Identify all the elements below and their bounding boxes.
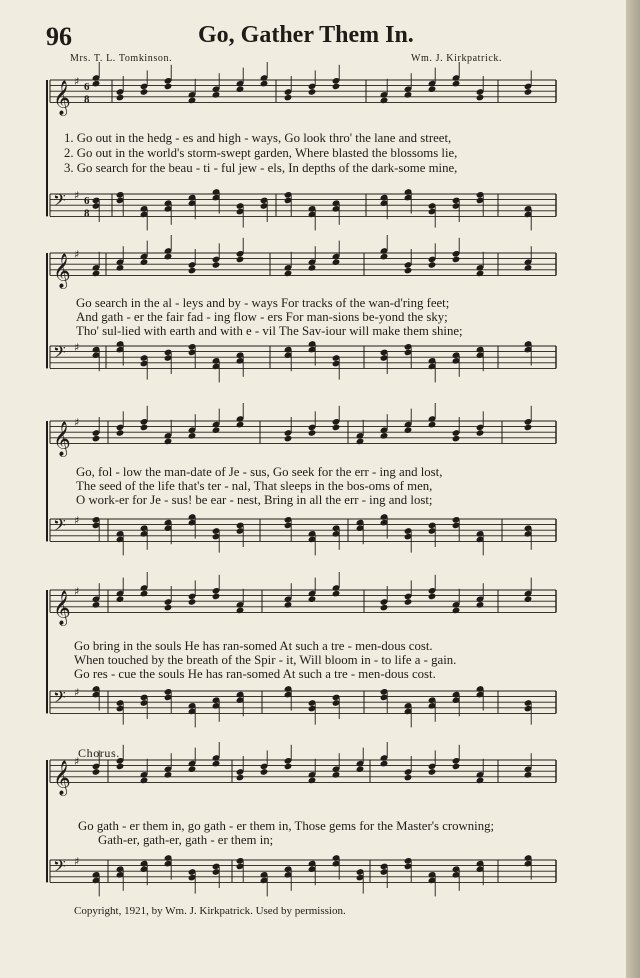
lyric-line: O work-er for Je - sus! be ear - nest, Bring in all the err - ing and lost; bbox=[76, 493, 433, 507]
note-head bbox=[428, 593, 437, 601]
note-head bbox=[188, 598, 197, 606]
hymn-title: Go, Gather Them In. bbox=[198, 22, 414, 48]
note-head bbox=[428, 261, 437, 269]
note-head bbox=[404, 267, 413, 275]
note-head bbox=[188, 267, 197, 275]
note-head bbox=[236, 774, 245, 782]
note-head bbox=[380, 97, 389, 105]
treble-clef-icon: 𝄞 bbox=[53, 80, 71, 116]
lyric-line: Go bring in the souls He has ran-somed At such a tre - men-dous cost. bbox=[74, 639, 433, 653]
note-head bbox=[404, 91, 413, 99]
note-head bbox=[452, 256, 461, 264]
note-head bbox=[332, 258, 341, 266]
key-signature-sharp-icon: ♯ bbox=[74, 855, 80, 868]
note-head bbox=[92, 768, 101, 776]
copyright-notice: Copyright, 1921, by Wm. J. Kirkpatrick. Used by permission. bbox=[74, 905, 346, 917]
note-head bbox=[164, 83, 173, 91]
lyric-line: And gath - er the fair fad - ing flow - ers For man-sions be-yond the sky; bbox=[76, 310, 448, 324]
note-head bbox=[140, 424, 149, 432]
note-head bbox=[212, 91, 221, 99]
note-head bbox=[140, 590, 149, 598]
note-head bbox=[212, 760, 221, 768]
treble-clef-icon: 𝄞 bbox=[53, 421, 71, 457]
note-head bbox=[476, 270, 485, 278]
note-head bbox=[188, 432, 197, 440]
note-head bbox=[404, 774, 413, 782]
note-head bbox=[236, 607, 245, 615]
key-signature-sharp-icon: ♯ bbox=[74, 686, 80, 699]
note-head bbox=[428, 85, 437, 93]
note-head bbox=[92, 80, 101, 88]
lyricist-credit: Mrs. T. L. Tomkinson. bbox=[70, 53, 173, 64]
note-head bbox=[284, 601, 293, 609]
note-head bbox=[260, 80, 269, 88]
note-head bbox=[116, 94, 125, 102]
note-head bbox=[428, 768, 437, 776]
note-head bbox=[116, 763, 125, 771]
note-head bbox=[524, 771, 533, 779]
lyric-line: Go gath - er them in, go gath - er them in, Those gems for the Master's crowning; bbox=[78, 819, 495, 833]
note-head bbox=[524, 88, 533, 96]
note-head bbox=[452, 435, 461, 443]
treble-clef-icon: 𝄞 bbox=[53, 253, 71, 289]
note-head bbox=[164, 771, 173, 779]
note-head bbox=[356, 438, 365, 446]
note-head bbox=[332, 590, 341, 598]
note-head bbox=[380, 760, 389, 768]
note-head bbox=[284, 763, 293, 771]
key-signature-sharp-icon: ♯ bbox=[74, 189, 80, 202]
note-head bbox=[428, 421, 437, 429]
note-head bbox=[452, 80, 461, 88]
lyric-line: Gath-er, gath-er, gath - er them in; bbox=[98, 833, 274, 847]
note-head bbox=[284, 270, 293, 278]
note-head bbox=[308, 88, 317, 96]
time-signature: 6 bbox=[84, 195, 90, 208]
lyric-line: Tho' sul-lied with earth and with e - vil The Sav-iour will make them shine; bbox=[76, 324, 463, 338]
note-head bbox=[92, 270, 101, 278]
note-head bbox=[140, 88, 149, 96]
lyric-line: 2. Go out in the world's storm-swept garden, Where blasted the blossoms lie, bbox=[64, 146, 458, 160]
note-head bbox=[236, 85, 245, 93]
note-head bbox=[116, 595, 125, 603]
note-head bbox=[380, 253, 389, 261]
note-head bbox=[332, 424, 341, 432]
note-head bbox=[284, 94, 293, 102]
note-head bbox=[92, 435, 101, 443]
note-head bbox=[212, 593, 221, 601]
note-head bbox=[260, 768, 269, 776]
treble-clef-icon: 𝄞 bbox=[53, 760, 71, 796]
note-head bbox=[140, 777, 149, 785]
lyric-line: 1. Go out in the hedg - es and high - ways, Go look thro' the lane and street, bbox=[64, 131, 452, 145]
note-head bbox=[380, 432, 389, 440]
note-head bbox=[212, 261, 221, 269]
note-head bbox=[524, 595, 533, 603]
note-head bbox=[308, 777, 317, 785]
note-head bbox=[92, 601, 101, 609]
composer-credit: Wm. J. Kirkpatrick. bbox=[411, 53, 503, 64]
hymn-number: 96 bbox=[46, 22, 72, 51]
bass-clef-icon: 𝄢 bbox=[53, 342, 66, 367]
time-signature: 8 bbox=[84, 93, 90, 106]
bass-clef-icon: 𝄢 bbox=[53, 515, 66, 540]
lyric-line: The seed of the life that's ter - nal, That sleeps in the bos-oms of men, bbox=[76, 479, 433, 493]
key-signature-sharp-icon: ♯ bbox=[74, 755, 80, 768]
key-signature-sharp-icon: ♯ bbox=[74, 75, 80, 88]
note-head bbox=[332, 83, 341, 91]
note-head bbox=[236, 421, 245, 429]
lyric-line: When touched by the breath of the Spir - it, Will bloom in - to life a - gain. bbox=[74, 653, 457, 667]
note-head bbox=[476, 777, 485, 785]
bass-clef-icon: 𝄢 bbox=[53, 190, 66, 215]
note-head bbox=[116, 264, 125, 272]
note-head bbox=[524, 424, 533, 432]
note-head bbox=[476, 429, 485, 437]
note-head bbox=[164, 438, 173, 446]
lyric-line: Go res - cue the souls He has ran-somed At such a tre - men-dous cost. bbox=[74, 667, 436, 681]
note-head bbox=[404, 426, 413, 434]
key-signature-sharp-icon: ♯ bbox=[74, 341, 80, 354]
note-head bbox=[404, 598, 413, 606]
time-signature: 8 bbox=[84, 207, 90, 220]
key-signature-sharp-icon: ♯ bbox=[74, 514, 80, 527]
note-head bbox=[308, 429, 317, 437]
treble-clef-icon: 𝄞 bbox=[53, 590, 71, 626]
lyric-line: 3. Go search for the beau - ti - ful jew - els, In depths of the dark-some mine, bbox=[64, 161, 458, 175]
key-signature-sharp-icon: ♯ bbox=[74, 585, 80, 598]
bass-clef-icon: 𝄢 bbox=[53, 687, 66, 712]
chorus-label: Chorus. bbox=[78, 746, 120, 760]
note-head bbox=[116, 429, 125, 437]
note-head bbox=[452, 763, 461, 771]
note-head bbox=[140, 258, 149, 266]
note-head bbox=[524, 264, 533, 272]
lyric-line: Go search in the al - leys and by - ways For tracks of the wan-d'ring feet; bbox=[76, 296, 450, 310]
note-head bbox=[164, 604, 173, 612]
key-signature-sharp-icon: ♯ bbox=[74, 416, 80, 429]
note-head bbox=[236, 256, 245, 264]
note-head bbox=[308, 595, 317, 603]
note-head bbox=[284, 435, 293, 443]
note-head bbox=[164, 253, 173, 261]
note-head bbox=[476, 601, 485, 609]
note-head bbox=[308, 264, 317, 272]
note-head bbox=[356, 765, 365, 773]
key-signature-sharp-icon: ♯ bbox=[74, 248, 80, 261]
note-head bbox=[380, 604, 389, 612]
note-head bbox=[476, 94, 485, 102]
note-head bbox=[452, 607, 461, 615]
bass-clef-icon: 𝄢 bbox=[53, 856, 66, 881]
note-head bbox=[332, 771, 341, 779]
note-head bbox=[188, 97, 197, 105]
time-signature: 6 bbox=[84, 81, 90, 94]
note-head bbox=[212, 426, 221, 434]
note-head bbox=[188, 765, 197, 773]
lyric-line: Go, fol - low the man-date of Je - sus, Go seek for the err - ing and lost, bbox=[76, 465, 443, 479]
